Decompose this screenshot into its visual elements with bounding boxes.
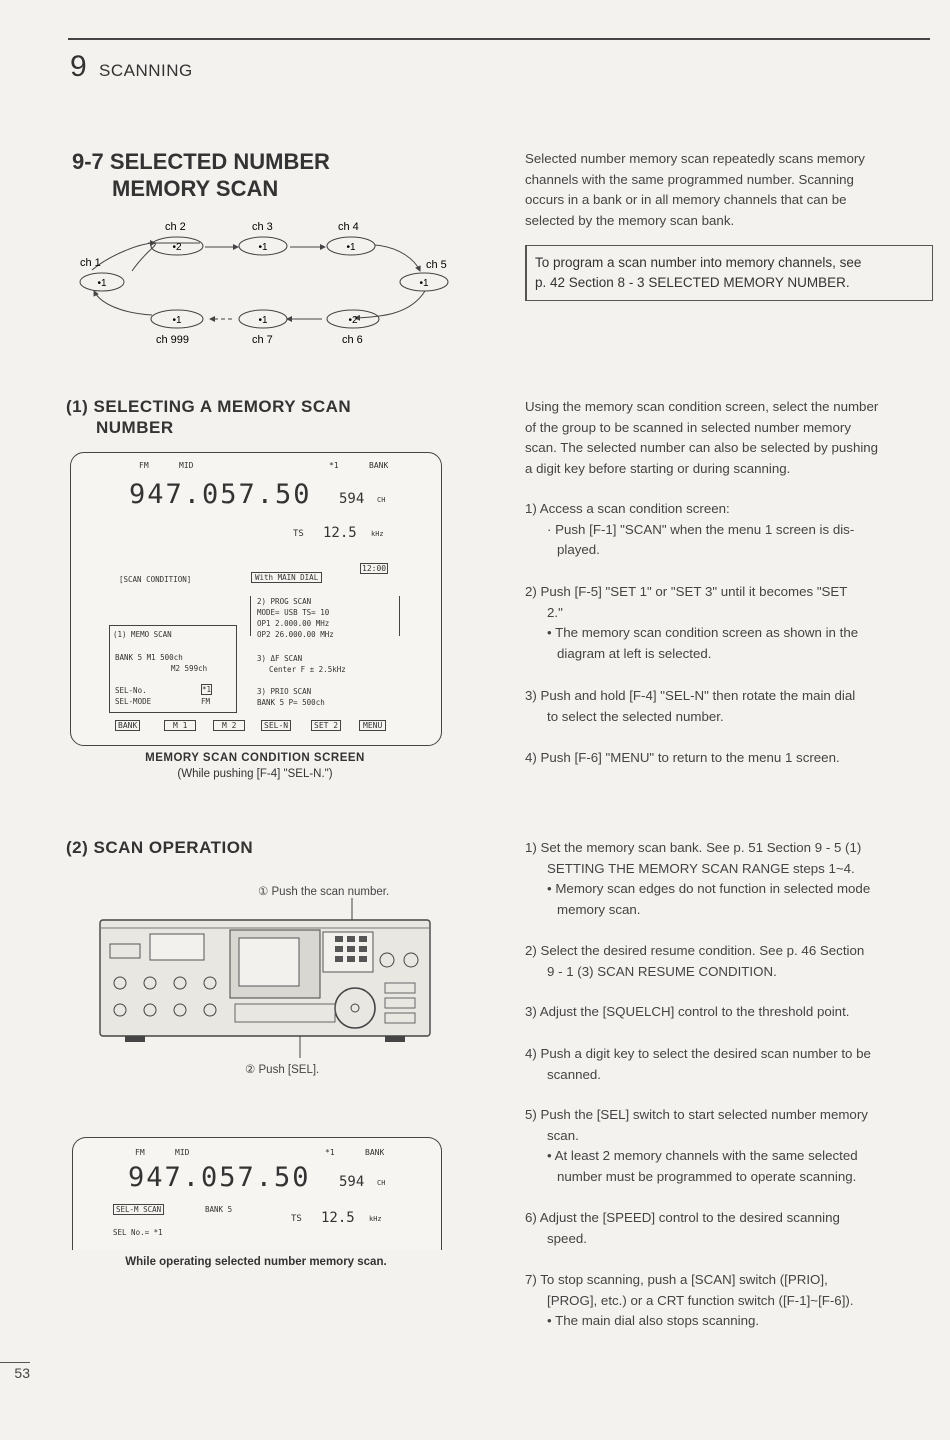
ch-value: •1 [258, 315, 268, 326]
intro-line: selected by the memory scan bank. [525, 212, 735, 228]
receiver-illustration [95, 898, 435, 1058]
part2-step-2 [525, 941, 940, 982]
part1-step-3 [525, 686, 940, 727]
screen-prio-line: BANK 5 P= 500ch [257, 698, 325, 707]
screen-frequency: 947.057.50 [128, 1162, 311, 1193]
part1-body-line: Using the memory scan condition screen, select the number [525, 399, 879, 414]
screen-bank-label: BANK [369, 461, 389, 470]
screen-sel-no: SEL-No. [115, 686, 147, 695]
step-line: 1) Set the memory scan bank. See p. 51 Section 9 - 5 (1) [525, 840, 862, 855]
part2-step-5 [525, 1105, 940, 1187]
operating-screen-caption: While operating selected number memory scan. [125, 1256, 387, 1268]
step-line: • At least 2 memory channels with the same selected [547, 1148, 858, 1164]
step-line: • The main dial also stops scanning. [547, 1313, 760, 1329]
part1-body-line: a digit key before starting or during scanning. [525, 460, 791, 476]
screen-sel-mode: SEL-MODE [115, 697, 152, 706]
part2-step-3 [525, 1002, 940, 1023]
screen-scan-status: SEL-M SCAN [113, 1204, 164, 1215]
header-rule [68, 38, 930, 40]
part1-heading-line1: (1) SELECTING A MEMORY SCAN [66, 397, 352, 416]
part1-heading [66, 396, 351, 438]
ch-value: •2 [172, 242, 182, 253]
screen-width: MID [179, 461, 194, 470]
ch-label: ch 4 [338, 221, 359, 233]
section-title-line1: 9-7 SELECTED NUMBER [72, 149, 330, 174]
channel-loop-diagram [70, 215, 460, 350]
chapter-number: 9 [70, 50, 87, 83]
screen-caption-title: MEMORY SCAN CONDITION SCREEN [145, 752, 365, 764]
ch-value: •1 [346, 242, 356, 253]
intro-line: Selected number memory scan repeatedly scans memory [525, 151, 865, 166]
diagram-ch4 [327, 221, 375, 255]
section-title [72, 148, 330, 202]
screen-prog-scan: 2) PROG SCAN [257, 597, 312, 606]
screen-sel-no: SEL No.= *1 [113, 1228, 163, 1237]
screen-clock: 12:00 [362, 564, 387, 573]
softkey-sel-n[interactable]: SEL-N [261, 720, 291, 731]
ch-value: •2 [348, 315, 358, 326]
part2-step-7 [525, 1270, 940, 1332]
part1-step-1 [525, 499, 940, 561]
step-line: 5) Push the [SEL] switch to start selected number memory [525, 1107, 868, 1122]
part1-body [525, 397, 937, 479]
softkey-menu[interactable]: MENU [359, 720, 386, 731]
note-line: To program a scan number into memory channels, see [535, 255, 862, 270]
step-line: played. [557, 542, 600, 558]
softkey-m2[interactable]: M 2 [213, 720, 245, 731]
screen-channel: 594 [339, 491, 365, 507]
screen-bank-line: BANK 5 M1 500ch [115, 653, 183, 662]
diagram-ch6 [327, 310, 379, 346]
step-line: 9 - 1 (3) SCAN RESUME CONDITION. [547, 963, 777, 979]
intro-paragraph [525, 149, 935, 231]
step-line: • The memory scan condition screen as shown in the [547, 625, 859, 641]
chapter-title: SCANNING [99, 61, 193, 80]
screen-memo-scan: (1) MEMO SCAN [113, 630, 172, 639]
screen-bank: BANK 5 [205, 1205, 233, 1214]
ch-label: ch 2 [165, 221, 186, 233]
screen-channel: 594 [339, 1174, 365, 1190]
ch-label: ch 3 [252, 221, 273, 233]
step-line: SETTING THE MEMORY SCAN RANGE steps 1~4. [547, 860, 855, 876]
step-line: speed. [547, 1230, 587, 1246]
screen-df-center: Center F ± 2.5kHz [269, 665, 346, 674]
screen-ts-value: 12.5 [323, 525, 357, 541]
screen-op1: OP1 2.000.00 MHz [257, 619, 330, 628]
screen-width: MID [175, 1148, 190, 1157]
screen-sel-mode-value: FM [201, 697, 211, 706]
screen-prio-scan: 3) PRIO SCAN [257, 687, 312, 696]
screen-sel: *1 [329, 461, 339, 470]
step-line: · Push [F-1] "SCAN" when the menu 1 screen is dis- [547, 521, 855, 537]
screen-ts-value: 12.5 [321, 1210, 355, 1226]
screen-df-scan: 3) ΔF SCAN [257, 654, 303, 663]
screen-mode: FM [139, 461, 149, 470]
softkey-bank[interactable]: BANK [115, 720, 140, 731]
step-line: scanned. [547, 1066, 601, 1082]
operating-screen [72, 1137, 442, 1250]
diagram-ch999 [151, 310, 203, 346]
callout-push-scan-number: ① Push the scan number. [258, 886, 390, 898]
screen-bank-label: BANK [365, 1148, 385, 1157]
part1-step-2 [525, 582, 940, 664]
step-line: memory scan. [557, 901, 641, 917]
intro-line: occurs in a bank or in all memory channels that can be [525, 192, 847, 208]
part1-body-line: of the group to be scanned in selected number memory [525, 419, 851, 435]
step-line: 1) Access a scan condition screen: [525, 501, 730, 516]
screen-ts-label: TS [293, 529, 304, 539]
ch-value: •1 [258, 242, 268, 253]
part2-step-6 [525, 1208, 940, 1249]
callout-push-sel: ② Push [SEL]. [245, 1064, 320, 1076]
screen-sel-no-value: *1 [202, 685, 212, 694]
step-line: 4) Push [F-6] "MENU" to return to the menu 1 screen. [525, 750, 840, 765]
step-line: 3) Push and hold [F-4] "SEL-N" then rotate the main dial [525, 688, 856, 703]
screen-mode: FM [135, 1148, 145, 1157]
ch-label: ch 5 [426, 259, 447, 271]
part2-step-1 [525, 838, 940, 920]
part2-step-4 [525, 1044, 940, 1085]
part1-step-4 [525, 748, 940, 769]
step-line: diagram at left is selected. [557, 645, 712, 661]
screen-op2: OP2 26.000.00 MHz [257, 630, 334, 639]
page-number: 53 [0, 1362, 30, 1381]
screen-ts-label: TS [291, 1214, 302, 1224]
step-line: 7) To stop scanning, push a [SCAN] switch ([PRIO], [525, 1272, 828, 1287]
note-line: p. 42 Section 8 - 3 SELECTED MEMORY NUMBER. [535, 275, 850, 290]
section-title-line2: MEMORY SCAN [112, 176, 279, 201]
screen-ts-unit: kHz [369, 1215, 382, 1223]
diagram-ch7 [239, 310, 287, 346]
ch-label: ch 6 [342, 334, 363, 346]
softkey-m1[interactable]: M 1 [164, 720, 196, 731]
part1-heading-line2: NUMBER [96, 418, 174, 437]
ch-label: ch 1 [80, 257, 101, 269]
softkey-set2[interactable]: SET 2 [311, 720, 341, 731]
part2-heading: (2) SCAN OPERATION [66, 838, 254, 857]
ch-value: •1 [172, 315, 182, 326]
step-line: 2." [547, 604, 563, 620]
screen-frequency: 947.057.50 [129, 479, 312, 510]
intro-line: channels with the same programmed number. Scanning [525, 171, 854, 187]
ch-value: •1 [419, 278, 429, 289]
step-line: scan. [547, 1127, 579, 1143]
step-line: 4) Push a digit key to select the desired scan number to be [525, 1046, 871, 1061]
part1-body-line: scan. The selected number can also be selected by pushing [525, 440, 879, 456]
ch-value: •1 [97, 278, 107, 289]
diagram-ch2 [151, 221, 203, 255]
screen-ch-unit: CH [377, 496, 386, 504]
screen-with-main-dial: With MAIN DIAL [251, 572, 322, 583]
note-box [525, 245, 933, 301]
step-line: 6) Adjust the [SPEED] control to the desired scanning [525, 1210, 840, 1225]
scan-condition-screen [70, 452, 442, 746]
step-line: 2) Select the desired resume condition. See p. 46 Section [525, 943, 865, 958]
step-line: 3) Adjust the [SQUELCH] control to the threshold point. [525, 1004, 850, 1019]
step-line: [PROG], etc.) or a CRT function switch ([F-1]~[F-6]). [547, 1292, 854, 1308]
screen-ts-unit: kHz [371, 530, 384, 538]
ch-label: ch 7 [252, 334, 273, 346]
step-line: 2) Push [F-5] "SET 1" or "SET 3" until it becomes "SET [525, 584, 848, 599]
screen-prog-mode: MODE= USB TS= 10 [257, 608, 330, 617]
screen-scan-condition: [SCAN CONDITION] [119, 575, 192, 584]
step-line: • Memory scan edges do not function in selected mode [547, 881, 871, 897]
screen-sel: *1 [325, 1148, 335, 1157]
diagram-ch3 [239, 221, 287, 255]
screen-caption-subtitle: (While pushing [F-4] "SEL-N.") [177, 768, 333, 780]
step-line: number must be programmed to operate scanning. [557, 1168, 857, 1184]
screen-m2-line: M2 599ch [171, 664, 208, 673]
step-line: to select the selected number. [547, 708, 724, 724]
diagram-ch5 [400, 259, 448, 291]
ch-label: ch 999 [156, 334, 190, 346]
screen-ch-unit: CH [377, 1179, 386, 1187]
